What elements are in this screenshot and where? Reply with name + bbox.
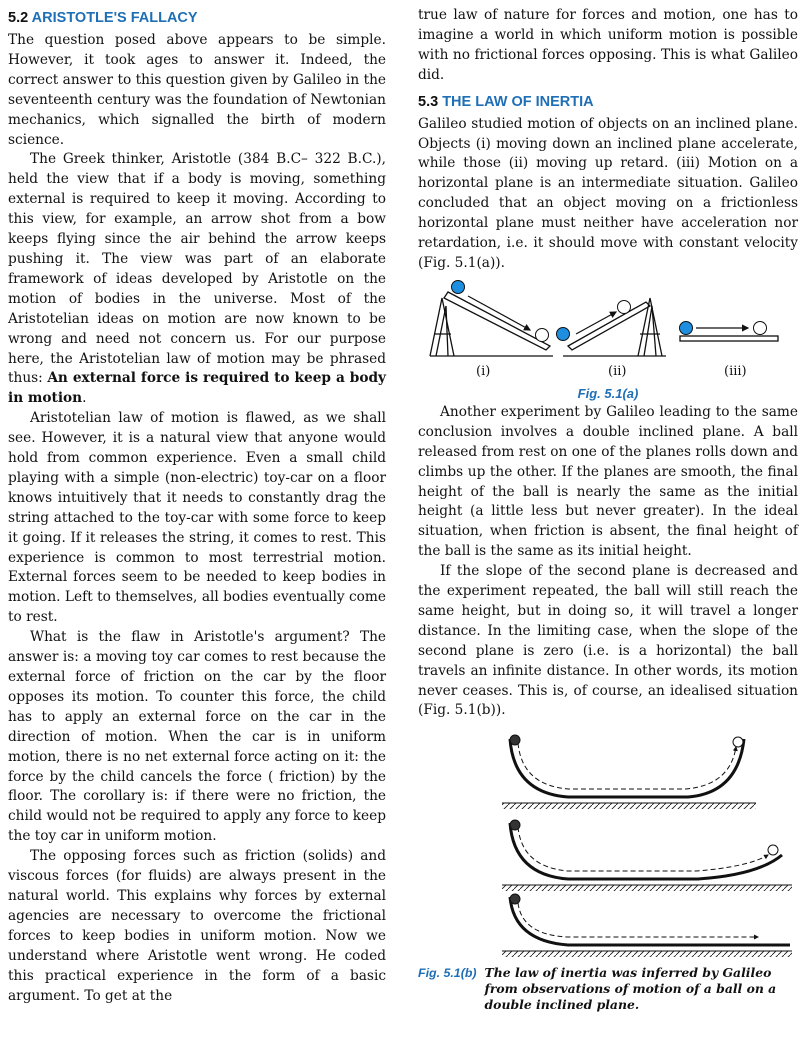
label-ii: (ii) (608, 363, 627, 379)
section-title: ARISTOTLE'S FALLACY (31, 10, 198, 26)
inclined-plane-down (430, 292, 553, 356)
figure-5-1a (418, 278, 798, 364)
section-number: 5.2 (8, 10, 29, 26)
ball-start-iii (680, 321, 693, 334)
ball-end-iii (754, 321, 767, 334)
ball-start-i (452, 280, 465, 293)
section-heading-5-2 (8, 8, 386, 28)
double-incline-shallow (502, 820, 792, 891)
ball-start-ii (557, 327, 570, 340)
section-title: THE LAW OF INERTIA (442, 93, 594, 110)
left-column (8, 6, 386, 1006)
section-number: 5.3 (418, 93, 439, 110)
figure-caption-text: The law of inertia was inferred by Galileo from observations of motion of a ball on a double inclined plane. (484, 965, 777, 1013)
period: . (82, 390, 87, 407)
paragraph: The question posed above appears to be simple. However, it took ages to answer it. Indeed, the correct answer to this question given by Galileo in the seventeenth century was the foundation of Newtonian mechanics, which signalled the birth of modern science. (8, 32, 386, 148)
label-i: (i) (476, 363, 491, 379)
figure-5-1b-caption (418, 965, 798, 1013)
paragraph: Aristotelian law of motion is flawed, as we shall see. However, it is a natural view that anyone would hold from common experience. Even a small child playing with a simple (non-electric) toy-car on a floor knows intuitively that it needs to constantly drag the string attached to the toy-car with some force to keep it going. If it releases the string, it comes to rest. This experience is common to most terrestrial motion. External forces seem to be needed to keep bodies in motion. Left to themselves, all bodies eventually come to rest. (8, 410, 386, 626)
paragraph-text: The Greek thinker, Aristotle (384 B.C– 322 B.C.), held the view that if a body is moving, something external is required to keep it moving. According to this view, for example, an arrow shot from a bow keeps flying since the air behind the arrow keeps pushing it. The view was part of an elaborate framework of ideas developed by Aristotle on the motion of bodies in the universe. Most of the Aristotelian ideas on motion are now known to be wrong and need not concern us. For our purpose here, the Aristotelian law of motion may be phrased thus: (8, 151, 386, 387)
label-iii: (iii) (724, 363, 747, 379)
paragraph: If the slope of the second plane is decreased and the experiment repeated, the ball will still reach the same height, but in doing so, it will travel a longer distance. In the limiting case, when the slope of the second plane is zero (i.e. is a horizontal) the ball travels an infinite distance. In other words, its motion never ceases. This is, of course, an idealised situation (Fig. 5.1(b)). (418, 563, 798, 719)
figure-5-1a-caption: Fig. 5.1(a) (577, 385, 639, 401)
paragraph: Another experiment by Galileo leading to the same conclusion involves a double inclined plane. A ball released from rest on one of the planes rolls down and climbs up the other. If the planes are smooth, the final height of the ball is nearly the same as the initial height (a little less but never greater). In the ideal situation, when friction is absent, the final height of the ball is the same as its initial height. (418, 403, 798, 560)
paragraph: What is the flaw in Aristotle's argument? The answer is: a moving toy car comes to rest because the external force of friction on the car by the floor opposes its motion. To counter this force, the child has to apply an external force on the car in the direction of motion. When the car is in uniform motion, there is no net external force acting on it: the force by the child cancels the force ( friction) by the floor. The corollary is: if there were no friction, the child would not be required to apply any force to keep the toy car in uniform motion. (8, 629, 386, 845)
aristotle-law-statement: An external force is required to keep a body in motion (8, 370, 386, 407)
paragraph: true law of nature for forces and motion, one has to imagine a world in which uniform motion is possible with no frictional forces opposing. This is what Galileo did. (418, 7, 798, 83)
paragraph: The opposing forces such as friction (solids) and viscous forces (for fluids) are always present in the natural world. This explains why forces by external agencies are necessary to overcome the frictional forces to keep bodies in uniform motion. Now we understand where Aristotle went wrong. He coded this practical experience in the form of a basic argument. To get at the (8, 848, 386, 1004)
figure-label: Fig. 5.1(b) (418, 966, 477, 981)
ball-end-ii (618, 300, 631, 313)
paragraph (8, 150, 386, 409)
right-column (418, 6, 798, 1013)
ball-end-i (536, 328, 549, 341)
double-incline-symmetric (502, 735, 756, 809)
paragraph: Galileo studied motion of objects on an inclined plane. Objects (i) moving down an inclined plane accelerate, while those (ii) moving up retard. (iii) Motion on a horizontal plane is an intermediate situation. Galileo concluded that an object moving on a frictionless horizontal plane must neither have acceleration nor retardation, i.e. it should move with constant velocity (Fig. 5.1(a)). (418, 115, 798, 271)
inclined-plane-up (563, 298, 666, 356)
section-heading-5-3 (418, 92, 798, 112)
figure-5-1a-labels (418, 364, 798, 386)
incline-to-horizontal (502, 894, 792, 957)
horizontal-plane (680, 336, 778, 341)
figure-5-1b (418, 727, 798, 963)
